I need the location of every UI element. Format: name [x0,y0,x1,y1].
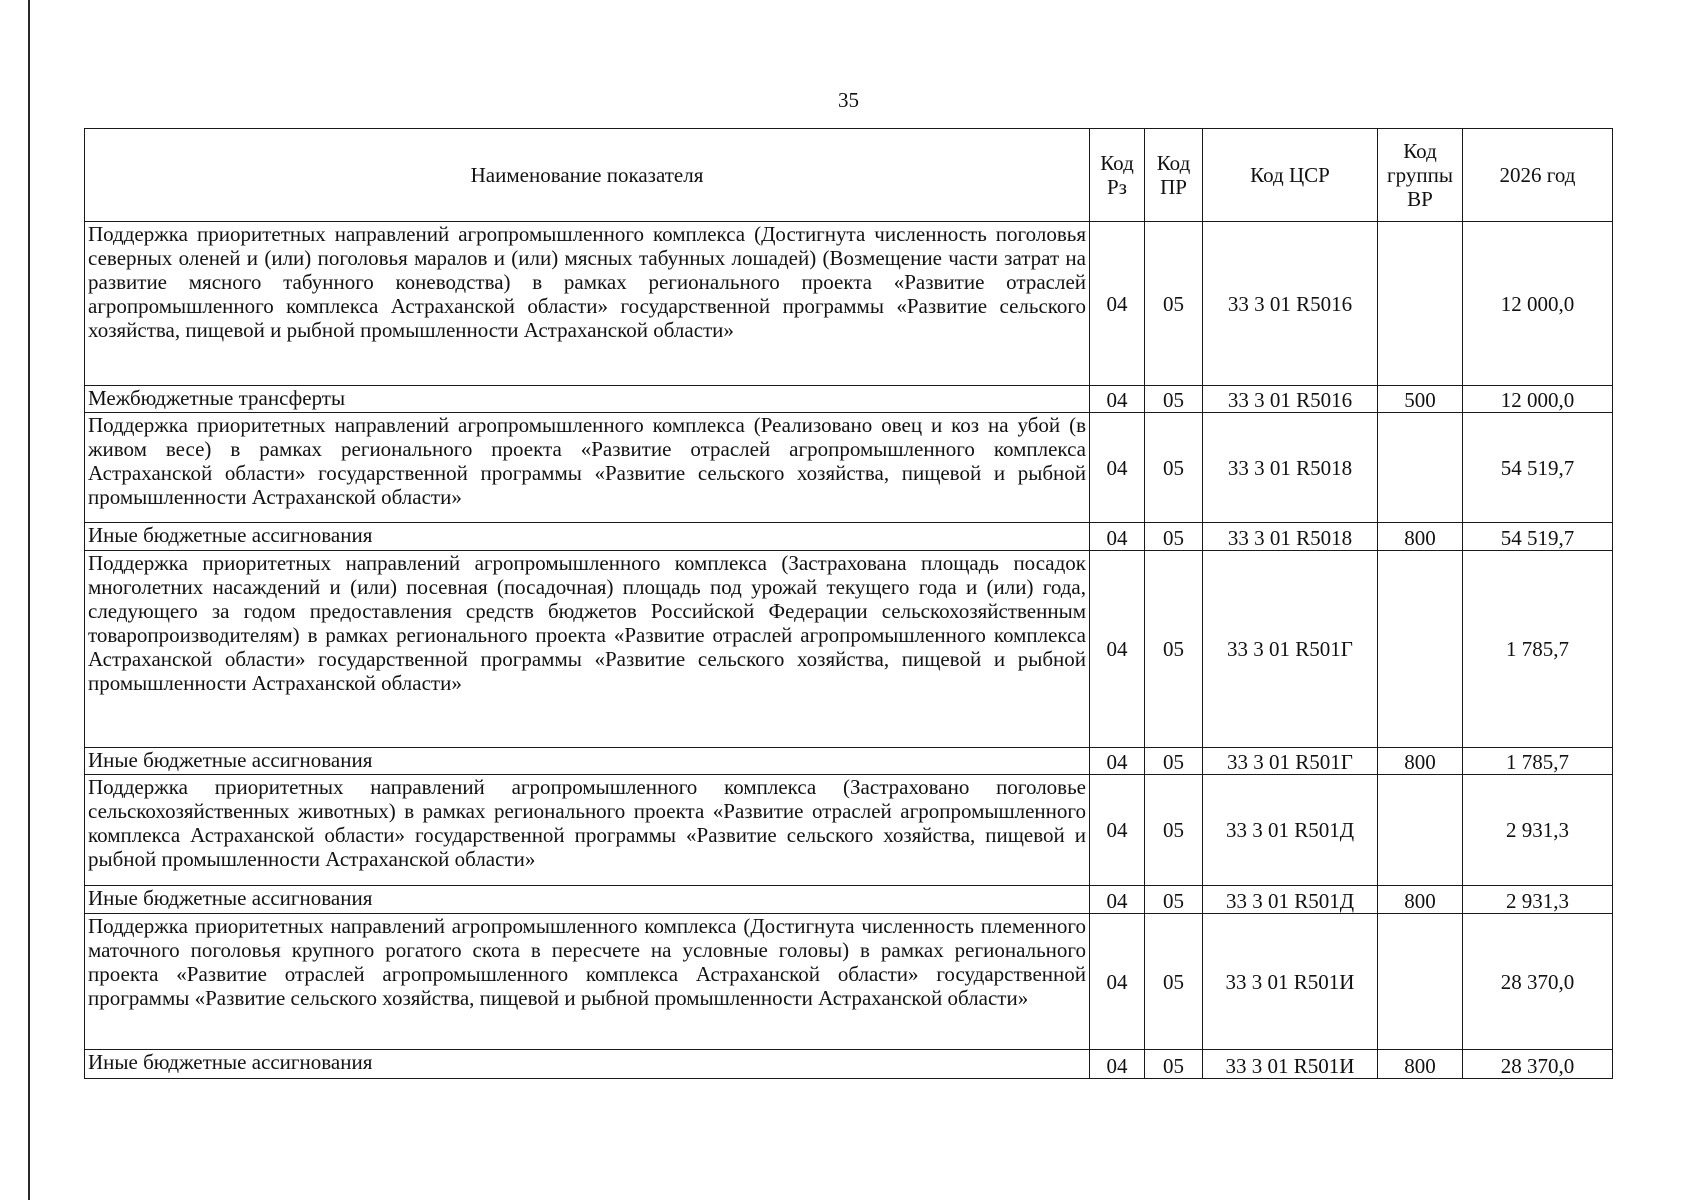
row-vr [1378,775,1463,886]
table-row [85,551,1613,748]
row-csr: 33 3 01 R5016 [1203,222,1378,386]
row-rz: 04 [1090,222,1145,386]
row-name: Межбюджетные трансферты [85,386,1090,413]
row-amount: 1 785,7 [1463,551,1613,748]
row-name: Поддержка приоритетных направлений агропромышленного комплекса (Достигнута численность поголовья северных оленей и (или) поголовья маралов и (или) мясных табунных лошадей) (Возмещение части затрат на развитие мясного табунного коневодства) в рамках регионального проекта «Развитие отраслей агропромышленного комплекса Астраханской области» государственной программы «Развитие сельского хозяйства, пищевой и рыбной промышленности Астраханской области» [85,222,1090,386]
header-csr: Код ЦСР [1203,129,1378,222]
row-csr: 33 3 01 R501Г [1203,748,1378,775]
row-vr: 800 [1378,523,1463,551]
row-amount: 28 370,0 [1463,1050,1613,1079]
row-csr: 33 3 01 R5016 [1203,386,1378,413]
header-rz: Код Рз [1090,129,1145,222]
header-vr: Код группы ВР [1378,129,1463,222]
row-csr: 33 3 01 R501Д [1203,775,1378,886]
row-vr [1378,222,1463,386]
table-row [85,914,1613,1050]
row-rz: 04 [1090,523,1145,551]
row-csr: 33 3 01 R501И [1203,1050,1378,1079]
row-rz: 04 [1090,551,1145,748]
row-pr: 05 [1145,386,1203,413]
row-csr: 33 3 01 R501И [1203,914,1378,1050]
row-amount: 12 000,0 [1463,222,1613,386]
row-name: Иные бюджетные ассигнования [85,748,1090,775]
row-pr: 05 [1145,1050,1203,1079]
row-pr: 05 [1145,914,1203,1050]
row-name: Иные бюджетные ассигнования [85,1050,1090,1079]
row-pr: 05 [1145,222,1203,386]
table-row [85,748,1613,775]
row-csr: 33 3 01 R501Г [1203,551,1378,748]
row-name: Иные бюджетные ассигнования [85,886,1090,914]
row-amount: 54 519,7 [1463,523,1613,551]
row-rz: 04 [1090,386,1145,413]
row-name: Поддержка приоритетных направлений агропромышленного комплекса (Достигнута численность племенного маточного поголовья крупного рогатого скота в пересчете на условные головы) в рамках регионального проекта «Развитие отраслей агропромышленного комплекса Астраханской области» государственной программы «Развитие сельского хозяйства, пищевой и рыбной промышленности Астраханской области» [85,914,1090,1050]
row-vr [1378,914,1463,1050]
scan-edge-line [28,0,30,1200]
row-name: Поддержка приоритетных направлений агропромышленного комплекса (Реализовано овец и коз на убой (в живом весе) в рамках регионального проекта «Развитие отраслей агропромышленного комплекса Астраханской области» государственной программы «Развитие сельского хозяйства, пищевой и рыбной промышленности Астраханской области» [85,413,1090,523]
row-amount: 2 931,3 [1463,886,1613,914]
row-vr: 800 [1378,748,1463,775]
budget-table [84,128,1613,1079]
row-name: Поддержка приоритетных направлений агропромышленного комплекса (Застрахована площадь посадок многолетних насаждений и (или) посевная (посадочная) площадь под урожай текущего года и (или) года, следующего за годом предоставления средств бюджетов Российской Федерации сельскохозяйственным товаропроизводителям) в рамках регионального проекта «Развитие отраслей агропромышленного комплекса Астраханской области» государственной программы «Развитие сельского хозяйства, пищевой и рыбной промышленности Астраханской области» [85,551,1090,748]
row-vr: 800 [1378,1050,1463,1079]
row-amount: 1 785,7 [1463,748,1613,775]
row-amount: 2 931,3 [1463,775,1613,886]
row-rz: 04 [1090,413,1145,523]
row-name: Иные бюджетные ассигнования [85,523,1090,551]
table-row [85,413,1613,523]
row-pr: 05 [1145,886,1203,914]
table-row [85,886,1613,914]
row-rz: 04 [1090,914,1145,1050]
row-csr: 33 3 01 R5018 [1203,523,1378,551]
row-amount: 54 519,7 [1463,413,1613,523]
row-csr: 33 3 01 R501Д [1203,886,1378,914]
table-row [85,775,1613,886]
header-pr: Код ПР [1145,129,1203,222]
row-pr: 05 [1145,551,1203,748]
table-header-row [85,129,1613,222]
row-name: Поддержка приоритетных направлений агропромышленного комплекса (Застраховано поголовье сельскохозяйственных животных) в рамках регионального проекта «Развитие отраслей агропромышленного комплекса Астраханской области» государственной программы «Развитие сельского хозяйства, пищевой и рыбной промышленности Астраханской области» [85,775,1090,886]
row-vr: 500 [1378,386,1463,413]
row-rz: 04 [1090,748,1145,775]
header-name: Наименование показателя [85,129,1090,222]
page-number: 35 [838,88,859,112]
row-vr [1378,551,1463,748]
table-row [85,386,1613,413]
table-row [85,523,1613,551]
header-year: 2026 год [1463,129,1613,222]
row-pr: 05 [1145,748,1203,775]
row-amount: 12 000,0 [1463,386,1613,413]
table-row [85,222,1613,386]
row-pr: 05 [1145,523,1203,551]
row-amount: 28 370,0 [1463,914,1613,1050]
row-rz: 04 [1090,886,1145,914]
row-pr: 05 [1145,775,1203,886]
row-rz: 04 [1090,1050,1145,1079]
row-pr: 05 [1145,413,1203,523]
row-csr: 33 3 01 R5018 [1203,413,1378,523]
row-vr: 800 [1378,886,1463,914]
row-vr [1378,413,1463,523]
table-row [85,1050,1613,1079]
row-rz: 04 [1090,775,1145,886]
